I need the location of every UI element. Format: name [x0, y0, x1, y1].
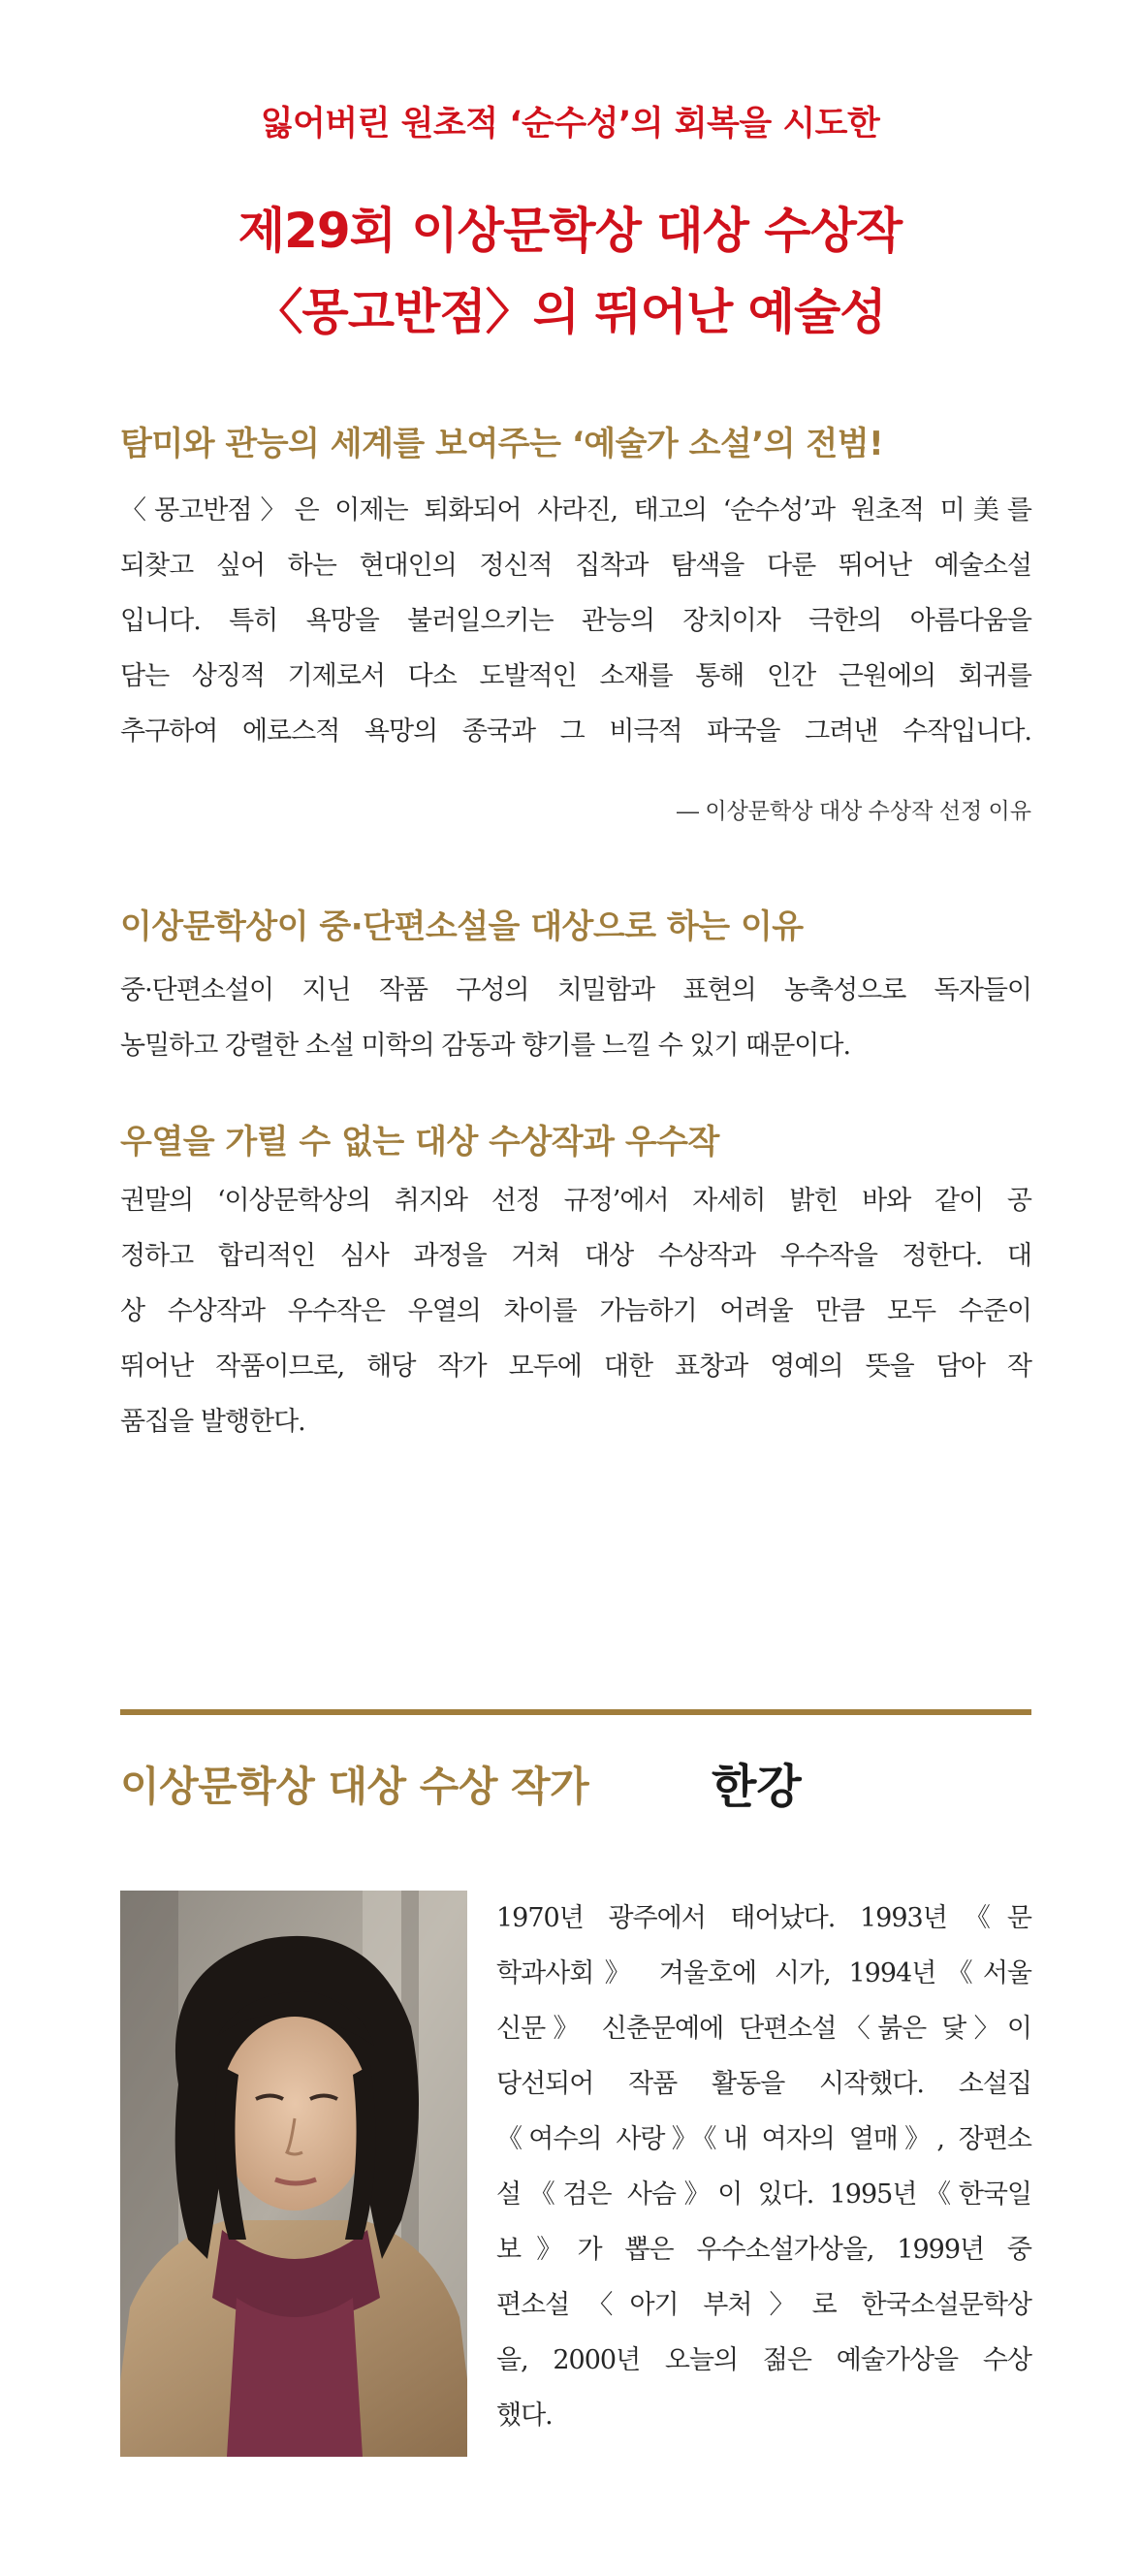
hero-tagline: 잃어버린 원초적 ‘순수성’의 회복을 시도한 [260, 105, 880, 143]
body-line: 상 수상작과 우수작은 우열의 차이를 가늠하기 어려울 만큼 모두 수준이 [120, 1296, 1031, 1326]
bio-line: 1970년 광주에서 태어났다. 1993년《문 [496, 1903, 1031, 1933]
body-line: 담는 상징적 기제로서 다소 도발적인 소재를 통해 인간 근원에의 회귀를 [120, 661, 1031, 691]
bio-line: 을, 2000년 오늘의 젊은 예술가상을 수상 [496, 2345, 1031, 2375]
section-heading-equal-merit: 우열을 가릴 수 없는 대상 수상작과 우수작 [120, 1123, 719, 1161]
body-line: 추구하여 에로스적 욕망의 종국과 그 비극적 파국을 그려낸 수작입니다. [120, 716, 1031, 747]
section-heading-aesthetic: 탐미와 관능의 세계를 보여주는 ‘예술가 소설’의 전범! [120, 425, 884, 463]
bio-line: 당선되어 작품 활동을 시작했다. 소설집 [496, 2069, 1031, 2099]
bio-line: 《여수의 사랑》《내 여자의 열매》, 장편소 [496, 2124, 1031, 2154]
section-body-equal-merit [120, 1173, 1031, 1449]
hero-title-line-1: 제29회 이상문학상 대상 수상작 [238, 203, 902, 259]
bio-line: 했다. [496, 2401, 553, 2431]
body-line: 품집을 발행한다. [120, 1407, 305, 1437]
bio-line: 설《검은 사슴》이 있다. 1995년《한국일 [496, 2179, 1031, 2210]
bio-line: 편소설〈아기 부처〉로 한국소설문학상 [496, 2290, 1031, 2320]
author-photo [120, 1891, 467, 2457]
author-bio [496, 1891, 1031, 2443]
section-body-reason [120, 963, 1031, 1073]
section-heading-reason: 이상문학상이 중·단편소설을 대상으로 하는 이유 [120, 907, 804, 946]
body-line: 중·단편소설이 지닌 작품 구성의 치밀함과 표현의 농축성으로 독자들이 [120, 975, 1031, 1005]
bio-line: 학과사회》 겨울호에 시가, 1994년《서울 [496, 1958, 1031, 1988]
body-line: 되찾고 싶어 하는 현대인의 정신적 집착과 탐색을 다룬 뛰어난 예술소설 [120, 551, 1031, 581]
hero-title-line-2: 〈몽고반점〉의 뛰어난 예술성 [254, 284, 886, 340]
section-body-aesthetic [120, 483, 1031, 759]
body-line: 뛰어난 작품이므로, 해당 작가 모두에 대한 표창과 영예의 뜻을 담아 작 [120, 1352, 1031, 1382]
body-line: 입니다. 특히 욕망을 불러일으키는 관능의 장치이자 극한의 아름다움을 [120, 606, 1031, 636]
body-line: 정하고 합리적인 심사 과정을 거쳐 대상 수상작과 우수작을 정한다. 대 [120, 1241, 1031, 1271]
section-divider [120, 1709, 1031, 1715]
author-label: 이상문학상 대상 수상 작가 [120, 1763, 589, 1810]
selection-attribution: — 이상문학상 대상 수상작 선정 이유 [676, 798, 1031, 823]
author-name: 한강 [712, 1760, 802, 1814]
body-line: 권말의 ‘이상문학상의 취지와 선정 규정’에서 자세히 밝힌 바와 같이 공 [120, 1186, 1031, 1216]
bio-line: 보》가 뽑은 우수소설가상을, 1999년 중 [496, 2235, 1031, 2265]
bio-line: 신문》 신춘문예에 단편소설〈붉은 닻〉이 [496, 2014, 1031, 2044]
body-line: 〈몽고반점〉은 이제는 퇴화되어 사라진, 태고의 ‘순수성’과 원초적 미美를 [120, 495, 1031, 525]
body-line: 농밀하고 강렬한 소설 미학의 감동과 향기를 느낄 수 있기 때문이다. [120, 1031, 851, 1061]
